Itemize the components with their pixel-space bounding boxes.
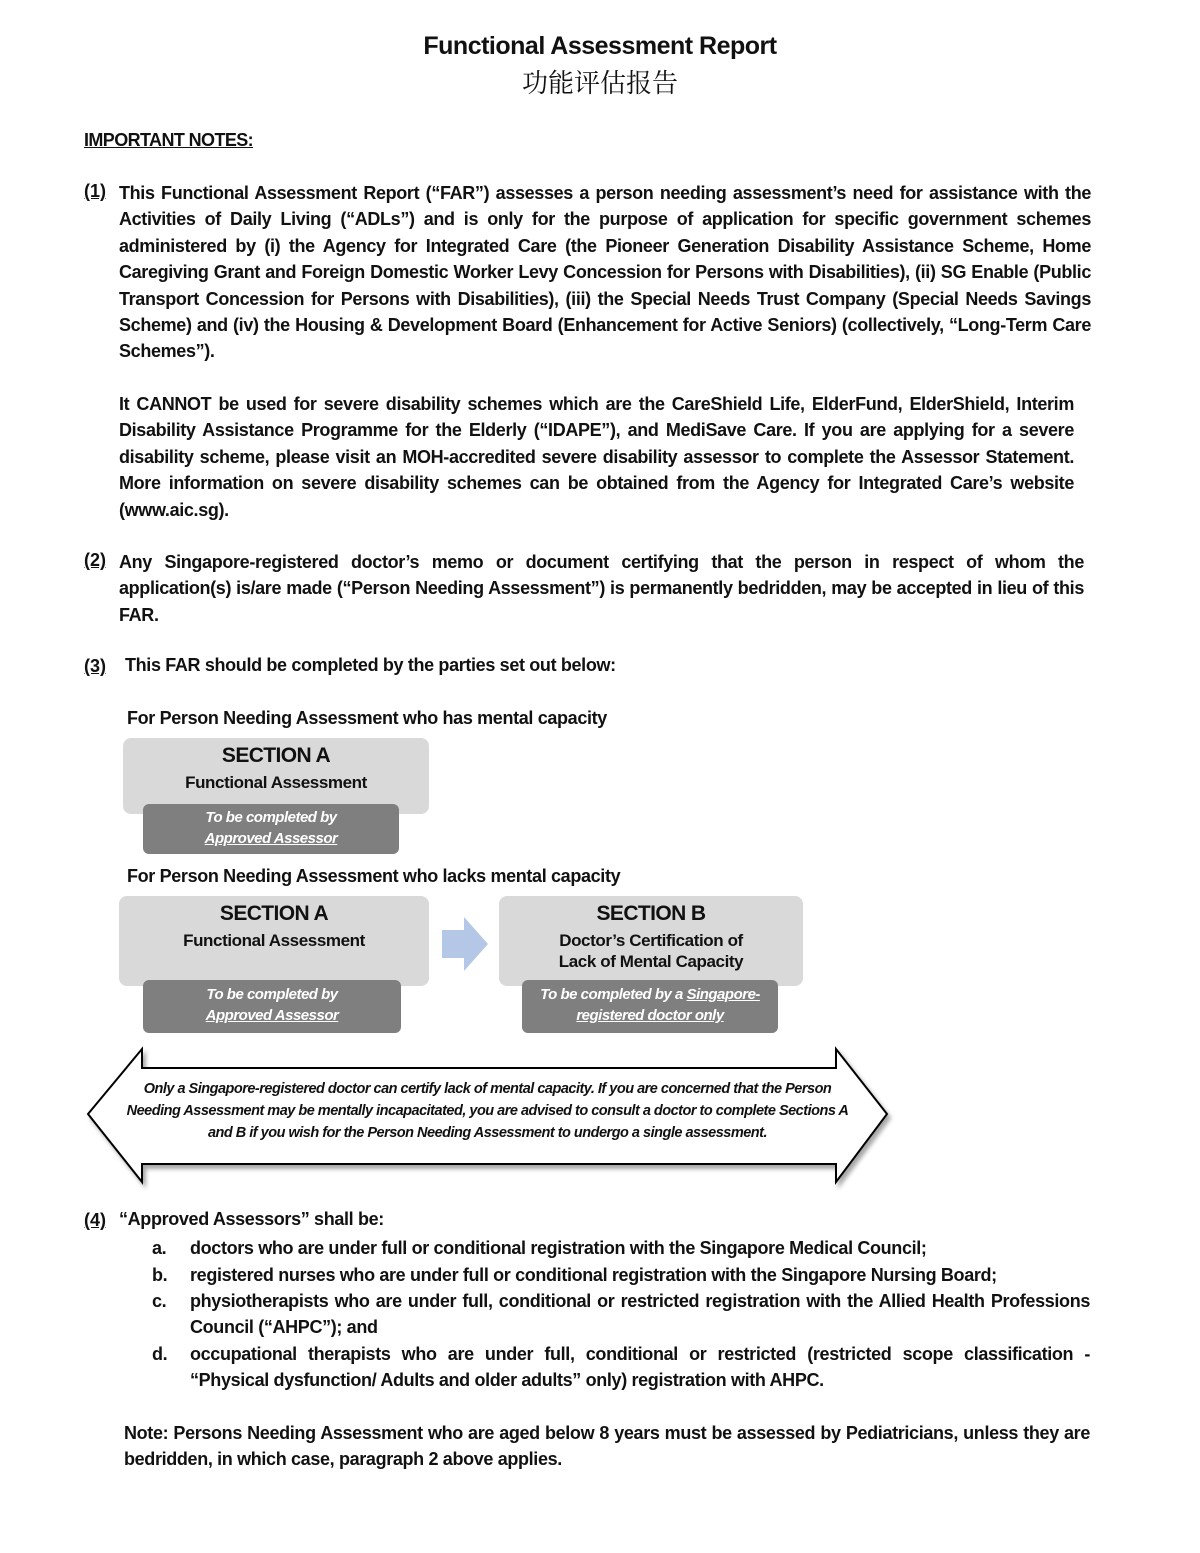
note-4-text: “Approved Assessors” shall be:: [119, 1209, 384, 1229]
assessor-item-c: [152, 1288, 1090, 1341]
section-b-box: [499, 896, 803, 986]
section-a-box-1: [123, 738, 429, 814]
assessor-marker: b.: [152, 1265, 168, 1285]
section-b-tab: [522, 980, 778, 1033]
note-1-paragraph-1: This Functional Assessment Report (“FAR”) assesses a person needing assessment’s need for assistance with the Activities of Daily Living (“ADLs”) and is only for the purpose of application for specific government schemes administered by (i) the Agency for Integrated Care (the Pioneer Generation Disability Assistance Scheme, Home Caregiving Grant and Foreign Domestic Worker Levy Concession for Persons with Disabilities), (ii) SG Enable (Public Transport Concession for Persons with Disabilities), (iii) the Special Needs Trust Company (Special Needs Savings Scheme) and (iv) the Housing & Development Board (Enhancement for Active Seniors) (collectively, “Long-Term Care Schemes”).: [119, 183, 1091, 362]
assessor-marker: a.: [152, 1238, 167, 1258]
section-a-subtitle: Functional Assessment: [183, 931, 365, 950]
assessor-text: occupational therapists who are under full, conditional or restricted (restricted scope classification - “Physical dysfunction/ Adults and older adults” only) registration with AHPC.: [190, 1344, 1090, 1391]
tab-a-line-1: To be completed by: [206, 986, 338, 1003]
tab-a-line-2: Approved Assessor: [205, 1007, 339, 1024]
section-a-title: SECTION A: [221, 744, 331, 767]
note-1-number: (1): [84, 181, 106, 201]
section-a-subtitle: Functional Assessment: [185, 773, 367, 792]
section-b-subtitle-1: Doctor’s Certification of: [559, 931, 743, 950]
assessor-item-a: [152, 1235, 1090, 1261]
tab-a-line-2: Approved Assessor: [204, 830, 338, 847]
group-1-label: For Person Needing Assessment who has mental capacity: [127, 708, 607, 728]
section-a-box-2: [119, 896, 429, 986]
section-b-title: SECTION B: [596, 902, 706, 925]
note-1-paragraph-2: It CANNOT be used for severe disability schemes which are the CareShield Life, ElderFund, ElderShield, Interim Disability Assistance Programme for the Elderly (“IDAPE”), and MediSave Care. If you are applying for a severe disability scheme, please visit an MOH-accredited severe disability assessor to complete the Assessor Statement. More information on severe disability schemes can be obtained from the Agency for Integrated Care’s website (www.aic.sg).: [119, 394, 1074, 520]
mental-capacity-note: Only a Singapore-registered doctor can certify lack of mental capacity. If you are concerned that the Person Needing Assessment may be mentally incapacitated, you are advised to consult a doctor to complete Sections A and B if you wish for the Person Needing Assessment to undergo a single assessment.: [126, 1081, 849, 1141]
section-a-tab-1: [143, 804, 399, 854]
note-2-paragraph: Any Singapore-registered doctor’s memo or document certifying that the person in respect of whom the application(s) is/are made (“Person Needing Assessment”) is permanently bedridden, may be accepted in lieu of this FAR.: [119, 552, 1084, 625]
note-3-text: This FAR should be completed by the parties set out below:: [125, 655, 616, 675]
tab-b-line-1-prefix: To be completed by a: [540, 986, 687, 1003]
report-title: Functional Assessment Report: [423, 32, 777, 60]
report-title-chinese: 功能评估报告: [521, 69, 678, 99]
assessor-item-d: [152, 1341, 1090, 1394]
note-2-number: (2): [84, 550, 106, 570]
group-2-label: For Person Needing Assessment who lacks mental capacity: [127, 866, 621, 886]
note-3-number: (3): [84, 656, 106, 676]
assessor-text: registered nurses who are under full or conditional registration with the Singapore Nursing Board;: [190, 1265, 997, 1285]
section-a-tab-2: [143, 980, 401, 1033]
note-4-number: (4): [84, 1210, 106, 1230]
section-b-subtitle-2: Lack of Mental Capacity: [558, 952, 744, 971]
assessor-text: physiotherapists who are under full, conditional or restricted registration with the Allied Health Professions Council (“AHPC”); and: [190, 1291, 1090, 1338]
tab-b-line-1: [522, 984, 778, 1005]
tab-b-line-1-link: Singapore-: [686, 986, 760, 1003]
tab-b-line-2: registered doctor only: [576, 1007, 724, 1024]
section-a-title: SECTION A: [219, 902, 329, 925]
assessor-text: doctors who are under full or conditional registration with the Singapore Medical Council;: [190, 1238, 927, 1258]
final-note: Note: Persons Needing Assessment who are aged below 8 years must be assessed by Pediatricians, unless they are bedridden, in which case, paragraph 2 above applies.: [124, 1423, 1090, 1470]
assessor-item-b: [152, 1262, 1090, 1288]
tab-a-line-1: To be completed by: [205, 809, 337, 826]
assessor-marker: c.: [152, 1291, 167, 1311]
right-arrow-icon: [440, 915, 490, 973]
assessor-marker: d.: [152, 1344, 168, 1364]
important-notes-heading: IMPORTANT NOTES:: [84, 130, 254, 150]
